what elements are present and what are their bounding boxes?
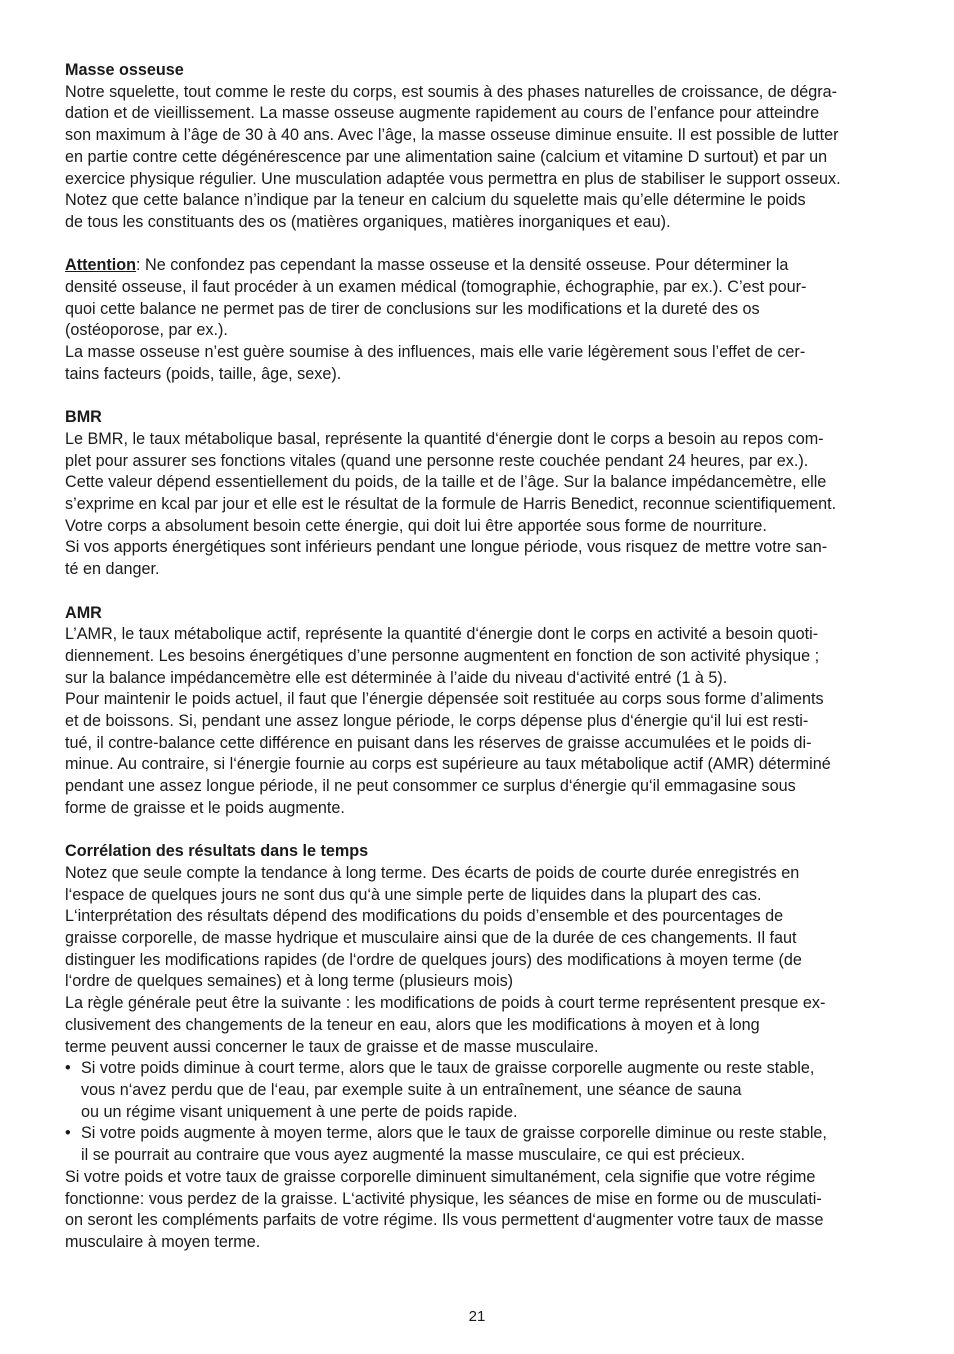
paragraph-line: plet pour assurer ses fonctions vitales (quand une personne reste couchée pendant 24 heures, par ex.). — [65, 451, 809, 470]
section-attention — [65, 255, 895, 385]
paragraph-line: Si votre poids et votre taux de graisse corporelle diminuent simultanément, cela signifie que votre régime — [65, 1167, 816, 1186]
paragraph-line: Notre squelette, tout comme le reste du corps, est soumis à des phases naturelles de croissance, de dégra- — [65, 82, 838, 101]
paragraph-line: Si vos apports énergétiques sont inférieurs pendant une longue période, vous risquez de mettre votre san- — [65, 538, 828, 557]
bullet-line: Si votre poids diminue à court terme, alors que le taux de graisse corporelle augmente ou reste stable, — [81, 1059, 815, 1078]
paragraph-line: exercice physique régulier. Une musculation adaptée vous permettra en plus de stabiliser le support osseux. — [65, 169, 841, 188]
paragraph-line: en partie contre cette dégénérescence par une alimentation saine (calcium et vitamine D surtout) et par un — [65, 147, 828, 166]
paragraph-line: clusivement des changements de la teneur en eau, alors que les modifications à moyen et à long — [65, 1015, 760, 1034]
paragraph-line: pendant une assez longue période, il ne peut consommer ce surplus d‘énergie qu‘il emmagasine sous — [65, 777, 796, 796]
paragraph-line: tains facteurs (poids, taille, âge, sexe). — [65, 364, 342, 383]
paragraph-line: terme peuvent aussi concerner le taux de graisse et de masse musculaire. — [65, 1037, 599, 1056]
spacer — [65, 386, 895, 408]
bullet-line: Si votre poids augmente à moyen terme, alors que le taux de graisse corporelle diminue ou reste stable, — [81, 1124, 827, 1143]
paragraph-line: Notez que cette balance n’indique par la teneur en calcium du squelette mais qu’elle détermine le poids — [65, 191, 806, 210]
paragraph-line: graisse corporelle, de masse hydrique et musculaire ainsi que de la durée de ces changements. Il faut — [65, 929, 797, 948]
paragraph-line: té en danger. — [65, 560, 160, 579]
paragraph-line: sur la balance impédancemètre elle est déterminée à l’aide du niveau d‘activité entré (1 à 5). — [65, 668, 728, 687]
paragraph-line: minue. Au contraire, si l‘énergie fournie au corps est supérieure au taux métabolique actif (AMR) déterminé — [65, 755, 831, 774]
paragraph-line: dation et de vieillissement. La masse osseuse augmente rapidement au cours de l’enfance pour atteindre — [65, 104, 820, 123]
paragraph-line: quoi cette balance ne permet pas de tirer de conclusions sur les modifications et la dureté des os — [65, 299, 760, 318]
paragraph-line: distinguer les modifications rapides (de l‘ordre de quelques jours) des modifications à moyen terme (de — [65, 950, 802, 969]
paragraph-line: diennement. Les besoins énergétiques d’une personne augmentent en fonction de son activité physique ; — [65, 646, 820, 665]
bullet-line: vous n‘avez perdu que de l‘eau, par exemple suite à un entraînement, une séance de sauna — [81, 1080, 742, 1099]
paragraph-line: s’exprime en kcal par jour et elle est le résultat de la formule de Harris Benedict, reconnue scientifiquement. — [65, 495, 837, 514]
page-number: 21 — [468, 1308, 486, 1325]
paragraph-line: L‘interprétation des résultats dépend des modifications du poids d’ensemble et des pourcentages de — [65, 907, 784, 926]
paragraph-line: l‘ordre de quelques semaines) et à long terme (plusieurs mois) — [65, 972, 514, 991]
section-amr — [65, 603, 895, 820]
section-bmr — [65, 407, 895, 581]
heading-masse-osseuse: Masse osseuse — [65, 61, 184, 79]
spacer — [65, 820, 895, 842]
spacer — [65, 581, 895, 603]
paragraph-line: densité osseuse, il faut procéder à un examen médical (tomographie, échographie, par ex.). C’est pour- — [65, 278, 807, 297]
paragraph-line: musculaire à moyen terme. — [65, 1232, 261, 1251]
heading-amr: AMR — [65, 603, 102, 622]
bullet-symbol: • — [65, 1059, 71, 1078]
paragraph-line: Votre corps a absolument besoin cette énergie, qui doit lui être apportée sous forme de nourriture. — [65, 516, 767, 535]
paragraph-line: de tous les constituants des os (matières organiques, matières inorganiques et eau). — [65, 212, 671, 231]
paragraph-line: Le BMR, le taux métabolique basal, représente la quantité d‘énergie dont le corps a besoin au repos com- — [65, 429, 824, 448]
section-masse-osseuse — [65, 60, 895, 234]
attention-first-line — [65, 255, 895, 277]
paragraph-line: La règle générale peut être la suivante : les modifications de poids à court terme représentent presque ex- — [65, 994, 826, 1013]
paragraph-line: forme de graisse et le poids augmente. — [65, 798, 345, 817]
document-page — [65, 60, 895, 1254]
bullet-line: il se pourrait au contraire que vous ayez augmenté la masse musculaire, ce qui est précieux. — [81, 1146, 746, 1165]
paragraph-line: l‘espace de quelques jours ne sont dus qu‘à une simple perte de liquides dans la plupart des cas. — [65, 885, 762, 904]
heading-correlation: Corrélation des résultats dans le temps — [65, 842, 369, 861]
spacer — [65, 234, 895, 256]
paragraph-line: Cette valeur dépend essentiellement du poids, de la taille et de l’âge. Sur la balance impédancemètre, elle — [65, 473, 827, 492]
section-correlation — [65, 841, 895, 1253]
bullet-line: ou un régime visant uniquement à une perte de poids rapide. — [81, 1102, 518, 1121]
paragraph-line: L’AMR, le taux métabolique actif, représente la quantité d‘énergie dont le corps en activité a besoin quoti- — [65, 625, 819, 644]
paragraph-line: Pour maintenir le poids actuel, il faut que l’énergie dépensée soit restituée au corps sous forme d’aliments — [65, 690, 824, 709]
bullet-item — [65, 1058, 895, 1123]
paragraph-line: et de boissons. Si, pendant une assez longue période, le corps dépense plus d‘énergie qu‘il lui est resti- — [65, 712, 809, 731]
paragraph-line: fonctionne: vous perdez de la graisse. L‘activité physique, les séances de mise en forme ou de musculati- — [65, 1189, 822, 1208]
paragraph-line: on seront les compléments parfaits de votre régime. Ils vous permettent d‘augmenter votre taux de masse — [65, 1211, 824, 1230]
paragraph-line: son maximum à l’âge de 30 à 40 ans. Avec l’âge, la masse osseuse diminue ensuite. Il est possible de lutter — [65, 126, 839, 145]
bullet-symbol: • — [65, 1124, 71, 1143]
attention-text: : Ne confondez pas cependant la masse osseuse et la densité osseuse. Pour déterminer la — [136, 256, 789, 275]
bullet-item — [65, 1123, 895, 1166]
paragraph-line: Notez que seule compte la tendance à long terme. Des écarts de poids de courte durée enregistrés en — [65, 863, 800, 882]
paragraph-line: tué, il contre-balance cette différence en puisant dans les réserves de graisse accumulées et le poids di- — [65, 733, 812, 752]
attention-label: Attention — [65, 256, 137, 275]
paragraph-line: La masse osseuse n’est guère soumise à des influences, mais elle varie légèrement sous l’effet de cer- — [65, 343, 806, 362]
heading-bmr: BMR — [65, 408, 102, 427]
paragraph-line: (ostéoporose, par ex.). — [65, 321, 228, 340]
